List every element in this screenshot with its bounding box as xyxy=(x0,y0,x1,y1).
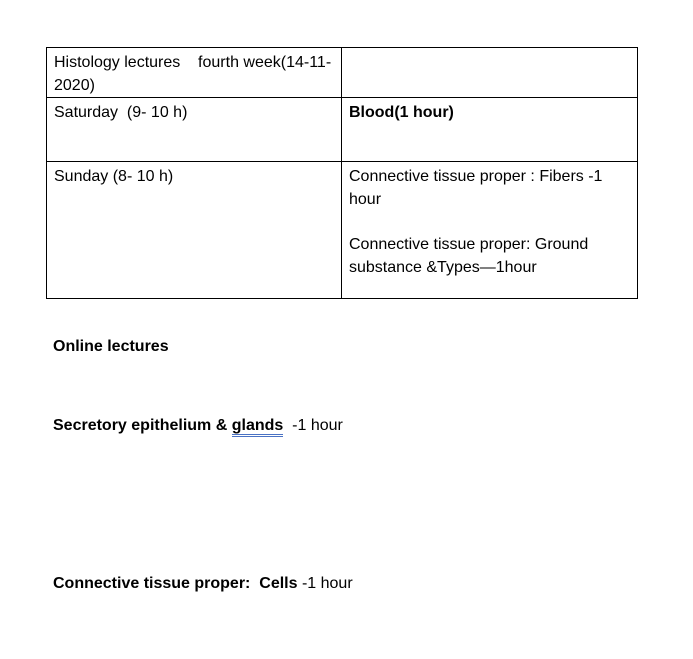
topic-cell-blood: Blood(1 hour) xyxy=(342,98,638,162)
online-lectures-heading: Online lectures xyxy=(53,338,169,355)
topic-ground-substance: Connective tissue proper: Ground substance &Types—1hour xyxy=(349,236,593,276)
topic-cell-connective-tissue xyxy=(342,162,638,299)
topic-fibers: Connective tissue proper : Fibers -1 hour xyxy=(349,168,607,208)
day-cell-sunday: Sunday (8- 10 h) xyxy=(47,162,342,299)
schedule-title-cell: Histology lectures fourth week(14-11-2020) xyxy=(47,48,342,98)
online-lecture-item xyxy=(53,416,343,436)
empty-cell xyxy=(342,48,638,98)
table-row xyxy=(47,98,638,162)
online-item-title: Secretory epithelium & xyxy=(53,417,232,434)
day-cell-saturday: Saturday (9- 10 h) xyxy=(47,98,342,162)
online-item-duration: -1 hour xyxy=(283,417,343,434)
table-row xyxy=(47,48,638,98)
online-lecture-item xyxy=(53,574,353,594)
lecture-schedule-table xyxy=(46,47,638,299)
spellcheck-underlined-word: glands xyxy=(232,417,284,437)
online-item-duration: -1 hour xyxy=(297,575,353,592)
table-row xyxy=(47,162,638,299)
online-item-title: Connective tissue proper: Cells xyxy=(53,575,298,592)
